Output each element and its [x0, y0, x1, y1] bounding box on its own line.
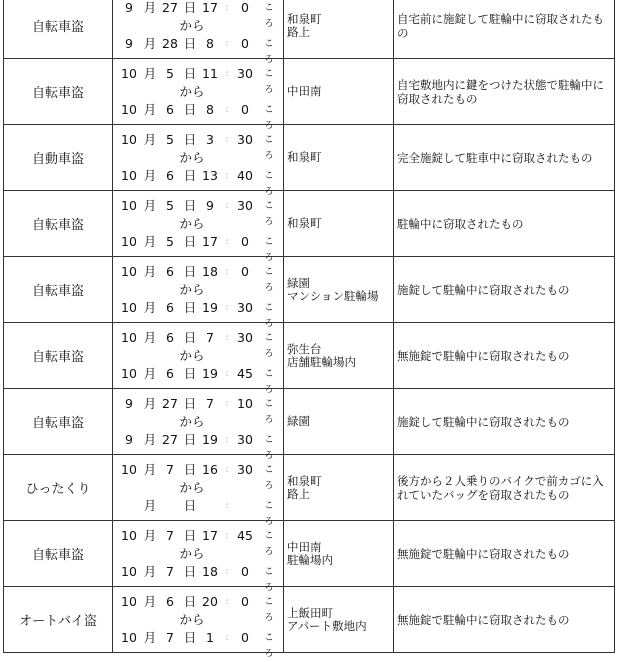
- day-unit: 日: [183, 198, 197, 213]
- datetime-line: [117, 282, 283, 298]
- description-cell: [394, 0, 615, 59]
- crime-report-body: [4, 0, 615, 659]
- location-line: 路上: [287, 486, 310, 501]
- day-value: 6: [166, 594, 174, 609]
- datetime-line: [117, 366, 283, 395]
- table-row: [4, 0, 615, 59]
- crime-type: 自転車盗: [31, 416, 84, 431]
- day-unit: 日: [183, 498, 197, 513]
- day-unit: 日: [183, 396, 197, 411]
- approx-suffix: ころ: [264, 501, 274, 527]
- day-unit: 日: [183, 264, 197, 279]
- month-unit: 月: [143, 36, 157, 51]
- day-unit: 日: [183, 564, 197, 579]
- location-line: 和泉町: [287, 11, 322, 26]
- datetime-cell: [113, 389, 284, 461]
- time-colon: :: [225, 465, 229, 475]
- time-colon: :: [225, 567, 229, 577]
- crime-type-cell: [4, 0, 113, 59]
- month-unit: 月: [143, 498, 157, 513]
- hour-value: 3: [206, 132, 214, 147]
- month-value: 9: [125, 0, 133, 15]
- month-value: 10: [121, 66, 137, 81]
- description-cell: [394, 389, 615, 455]
- hour-value: 8: [206, 102, 214, 117]
- day-value: 6: [166, 366, 174, 381]
- time-colon: :: [225, 237, 229, 247]
- datetime-cell: [113, 323, 284, 395]
- minute-value: 0: [241, 36, 249, 51]
- location-line: 和泉町: [287, 473, 322, 488]
- datetime-line: [117, 612, 283, 628]
- description-text: 完全施錠して駐車中に窃取されたもの: [397, 150, 593, 165]
- table-row: [4, 257, 615, 323]
- minute-value: 40: [237, 168, 253, 183]
- datetime-line: [117, 216, 283, 232]
- range-connector: から: [179, 282, 205, 297]
- crime-type: 自転車盗: [31, 20, 84, 35]
- location-line: 和泉町: [287, 216, 322, 230]
- approx-suffix: ころ: [264, 267, 274, 293]
- location-cell: [284, 455, 394, 521]
- description-cell: [394, 59, 615, 125]
- approx-suffix: ころ: [264, 135, 274, 161]
- range-connector: から: [179, 18, 205, 33]
- crime-type-cell: [4, 587, 113, 653]
- crime-type: オートバイ盗: [19, 614, 97, 629]
- datetime-line: [117, 630, 283, 659]
- day-unit: 日: [183, 432, 197, 447]
- month-unit: 月: [143, 102, 157, 117]
- month-unit: 月: [143, 366, 157, 381]
- approx-suffix: ころ: [264, 531, 274, 557]
- month-unit: 月: [143, 0, 157, 15]
- approx-suffix: ころ: [264, 237, 274, 263]
- location-line: 緑園: [287, 414, 310, 428]
- hour-value: 19: [202, 366, 218, 381]
- location-cell: [284, 389, 394, 455]
- approx-suffix: ころ: [264, 435, 274, 461]
- time-colon: :: [225, 369, 229, 379]
- day-unit: 日: [183, 234, 197, 249]
- month-unit: 月: [143, 564, 157, 579]
- datetime-cell: [113, 455, 284, 527]
- table-row: [4, 521, 615, 587]
- hour-value: 17: [202, 234, 218, 249]
- crime-type-cell: [4, 257, 113, 323]
- month-value: 10: [121, 102, 137, 117]
- hour-value: 20: [202, 594, 218, 609]
- day-value: 7: [166, 462, 174, 477]
- crime-type: 自転車盗: [31, 218, 84, 233]
- month-unit: 月: [143, 264, 157, 279]
- crime-type: 自転車盗: [31, 548, 84, 563]
- day-unit: 日: [183, 594, 197, 609]
- datetime-cell: [113, 0, 284, 65]
- description-cell: [394, 257, 615, 323]
- approx-suffix: ころ: [264, 633, 274, 659]
- range-connector: から: [179, 612, 205, 627]
- month-unit: 月: [143, 198, 157, 213]
- day-unit: 日: [183, 528, 197, 543]
- range-connector: から: [179, 150, 205, 165]
- day-value: 5: [166, 198, 174, 213]
- month-unit: 月: [143, 630, 157, 645]
- location-line: マンション駐輪場: [287, 288, 379, 303]
- range-connector: から: [179, 216, 205, 231]
- minute-value: 0: [241, 630, 249, 645]
- location-cell: [284, 191, 394, 257]
- minute-value: 30: [237, 300, 253, 315]
- month-value: 10: [121, 234, 137, 249]
- month-unit: 月: [143, 66, 157, 81]
- hour-value: 1: [206, 630, 214, 645]
- approx-suffix: ころ: [264, 597, 274, 623]
- location-line: 中田南: [287, 84, 322, 98]
- month-value: 9: [125, 432, 133, 447]
- month-value: 10: [121, 366, 137, 381]
- crime-type: 自転車盗: [31, 86, 84, 101]
- crime-type-cell: [4, 59, 113, 125]
- description-text: 施錠して駐輪中に窃取されたもの: [397, 414, 570, 429]
- hour-value: 17: [202, 528, 218, 543]
- table-row: [4, 125, 615, 191]
- time-colon: :: [225, 267, 229, 277]
- datetime-cell: [113, 125, 284, 197]
- crime-type: ひったくり: [25, 482, 91, 497]
- approx-suffix: ころ: [264, 567, 274, 593]
- hour-value: 17: [202, 0, 218, 15]
- description-cell: [394, 191, 615, 257]
- hour-value: 18: [202, 264, 218, 279]
- time-colon: :: [225, 303, 229, 313]
- time-colon: :: [225, 531, 229, 541]
- crime-type-cell: [4, 455, 113, 521]
- minute-value: 0: [241, 594, 249, 609]
- time-colon: :: [225, 501, 229, 511]
- datetime-line: [117, 36, 283, 65]
- hour-value: 7: [206, 330, 214, 345]
- datetime-line: [117, 414, 283, 430]
- day-value: 7: [166, 528, 174, 543]
- minute-value: 10: [237, 396, 253, 411]
- minute-value: 45: [237, 366, 253, 381]
- range-connector: から: [179, 480, 205, 495]
- month-unit: 月: [143, 396, 157, 411]
- location-line: 上飯田町: [287, 605, 333, 620]
- table-row: [4, 323, 615, 389]
- description-cell: [394, 455, 615, 521]
- day-unit: 日: [183, 132, 197, 147]
- datetime-cell: [113, 59, 284, 131]
- datetime-line: [117, 102, 283, 131]
- location-line: 和泉町: [287, 150, 322, 164]
- approx-suffix: ころ: [264, 333, 274, 359]
- datetime-line: [117, 18, 283, 34]
- description-text: 自宅敷地内に鍵をつけた状態で駐輪中に窃取されたもの: [397, 77, 604, 106]
- hour-value: 18: [202, 564, 218, 579]
- day-unit: 日: [183, 462, 197, 477]
- approx-suffix: ころ: [264, 171, 274, 197]
- month-value: 9: [125, 396, 133, 411]
- time-colon: :: [225, 3, 229, 13]
- range-connector: から: [179, 84, 205, 99]
- time-colon: :: [225, 399, 229, 409]
- datetime-cell: [113, 587, 284, 659]
- description-text: 後方から２人乗りのバイクで前カゴに入れていたバッグを窃取されたもの: [397, 473, 604, 502]
- range-connector: から: [179, 414, 205, 429]
- hour-value: 19: [202, 300, 218, 315]
- description-text: 無施錠で駐輪中に窃取されたもの: [397, 612, 570, 627]
- time-colon: :: [225, 105, 229, 115]
- crime-type: 自動車盗: [31, 152, 84, 167]
- description-text: 駐輪中に窃取されたもの: [397, 216, 524, 231]
- hour-value: 16: [202, 462, 218, 477]
- day-unit: 日: [183, 0, 197, 15]
- month-value: 10: [121, 300, 137, 315]
- month-value: 10: [121, 528, 137, 543]
- description-cell: [394, 521, 615, 587]
- location-line: アパート敷地内: [287, 618, 367, 633]
- approx-suffix: ころ: [264, 69, 274, 95]
- approx-suffix: ころ: [264, 39, 274, 65]
- day-unit: 日: [183, 102, 197, 117]
- description-text: 無施錠で駐輪中に窃取されたもの: [397, 348, 570, 363]
- month-unit: 月: [143, 594, 157, 609]
- location-cell: [284, 587, 394, 653]
- datetime-line: [117, 480, 283, 496]
- day-value: 28: [162, 36, 178, 51]
- minute-value: 45: [237, 528, 253, 543]
- location-cell: [284, 0, 394, 59]
- day-value: 6: [166, 300, 174, 315]
- day-unit: 日: [183, 300, 197, 315]
- crime-type-cell: [4, 191, 113, 257]
- day-value: 27: [162, 0, 178, 15]
- minute-value: 0: [241, 234, 249, 249]
- approx-suffix: ころ: [264, 465, 274, 491]
- hour-value: 9: [206, 198, 214, 213]
- month-unit: 月: [143, 432, 157, 447]
- day-value: 27: [162, 396, 178, 411]
- location-line: 店舗駐輪場内: [287, 354, 356, 369]
- month-value: 10: [121, 132, 137, 147]
- month-value: 10: [121, 594, 137, 609]
- day-unit: 日: [183, 330, 197, 345]
- month-value: 10: [121, 462, 137, 477]
- table-row: [4, 389, 615, 455]
- time-colon: :: [225, 135, 229, 145]
- description-cell: [394, 125, 615, 191]
- hour-value: 13: [202, 168, 218, 183]
- datetime-line: [117, 150, 283, 166]
- month-unit: 月: [143, 462, 157, 477]
- day-value: 5: [166, 132, 174, 147]
- minute-value: 0: [241, 102, 249, 117]
- minute-value: 30: [237, 330, 253, 345]
- month-unit: 月: [143, 528, 157, 543]
- location-cell: [284, 257, 394, 323]
- description-cell: [394, 323, 615, 389]
- location-cell: [284, 521, 394, 587]
- table-row: [4, 587, 615, 653]
- datetime-cell: [113, 257, 284, 329]
- approx-suffix: ころ: [264, 303, 274, 329]
- minute-value: 30: [237, 66, 253, 81]
- minute-value: 0: [241, 0, 249, 15]
- description-text: 無施錠で駐輪中に窃取されたもの: [397, 546, 570, 561]
- month-value: 10: [121, 630, 137, 645]
- crime-type: 自転車盗: [31, 284, 84, 299]
- crime-type-cell: [4, 323, 113, 389]
- description-cell: [394, 587, 615, 653]
- table-row: [4, 455, 615, 521]
- description-text: 自宅前に施錠して駐輪中に窃取されたもの: [397, 11, 604, 40]
- crime-type-cell: [4, 389, 113, 455]
- hour-value: 11: [202, 66, 218, 81]
- datetime-line: [117, 564, 283, 593]
- location-line: 駐輪場内: [287, 552, 333, 567]
- time-colon: :: [225, 201, 229, 211]
- approx-suffix: ころ: [264, 201, 274, 227]
- approx-suffix: ころ: [264, 3, 274, 29]
- hour-value: 19: [202, 432, 218, 447]
- datetime-line: [117, 498, 283, 527]
- day-value: 6: [166, 330, 174, 345]
- approx-suffix: ころ: [264, 369, 274, 395]
- month-value: 10: [121, 564, 137, 579]
- range-connector: から: [179, 546, 205, 561]
- minute-value: 30: [237, 132, 253, 147]
- approx-suffix: ころ: [264, 399, 274, 425]
- minute-value: 30: [237, 462, 253, 477]
- month-value: 10: [121, 264, 137, 279]
- crime-type: 自転車盗: [31, 350, 84, 365]
- month-unit: 月: [143, 300, 157, 315]
- time-colon: :: [225, 171, 229, 181]
- month-value: 10: [121, 168, 137, 183]
- location-cell: [284, 323, 394, 389]
- month-unit: 月: [143, 168, 157, 183]
- day-unit: 日: [183, 168, 197, 183]
- month-unit: 月: [143, 330, 157, 345]
- minute-value: 0: [241, 264, 249, 279]
- location-cell: [284, 125, 394, 191]
- day-value: 7: [166, 630, 174, 645]
- day-value: 6: [166, 102, 174, 117]
- datetime-cell: [113, 521, 284, 593]
- month-unit: 月: [143, 234, 157, 249]
- table-row: [4, 191, 615, 257]
- crime-type-cell: [4, 125, 113, 191]
- minute-value: 30: [237, 432, 253, 447]
- month-unit: 月: [143, 132, 157, 147]
- day-unit: 日: [183, 630, 197, 645]
- range-connector: から: [179, 348, 205, 363]
- datetime-cell: [113, 191, 284, 263]
- day-value: 27: [162, 432, 178, 447]
- day-unit: 日: [183, 66, 197, 81]
- day-unit: 日: [183, 36, 197, 51]
- day-value: 7: [166, 564, 174, 579]
- time-colon: :: [225, 597, 229, 607]
- datetime-line: [117, 300, 283, 329]
- datetime-line: [117, 546, 283, 562]
- table-row: [4, 59, 615, 125]
- day-value: 6: [166, 168, 174, 183]
- day-value: 6: [166, 264, 174, 279]
- crime-report-table: [3, 0, 615, 659]
- datetime-line: [117, 432, 283, 461]
- location-cell: [284, 59, 394, 125]
- datetime-line: [117, 348, 283, 364]
- time-colon: :: [225, 435, 229, 445]
- location-line: 緑園: [287, 275, 310, 290]
- description-text: 施錠して駐輪中に窃取されたもの: [397, 282, 570, 297]
- time-colon: :: [225, 633, 229, 643]
- day-value: 5: [166, 66, 174, 81]
- month-value: 10: [121, 330, 137, 345]
- time-colon: :: [225, 333, 229, 343]
- month-value: 9: [125, 36, 133, 51]
- location-line: 路上: [287, 24, 310, 39]
- time-colon: :: [225, 69, 229, 79]
- datetime-line: [117, 84, 283, 100]
- hour-value: 7: [206, 396, 214, 411]
- location-line: 弥生台: [287, 341, 322, 356]
- month-value: 10: [121, 198, 137, 213]
- datetime-line: [117, 168, 283, 197]
- day-unit: 日: [183, 366, 197, 381]
- day-value: 5: [166, 234, 174, 249]
- time-colon: :: [225, 39, 229, 49]
- crime-type-cell: [4, 521, 113, 587]
- approx-suffix: ころ: [264, 105, 274, 131]
- minute-value: 0: [241, 564, 249, 579]
- hour-value: 8: [206, 36, 214, 51]
- minute-value: 30: [237, 198, 253, 213]
- location-line: 中田南: [287, 539, 322, 554]
- datetime-line: [117, 234, 283, 263]
